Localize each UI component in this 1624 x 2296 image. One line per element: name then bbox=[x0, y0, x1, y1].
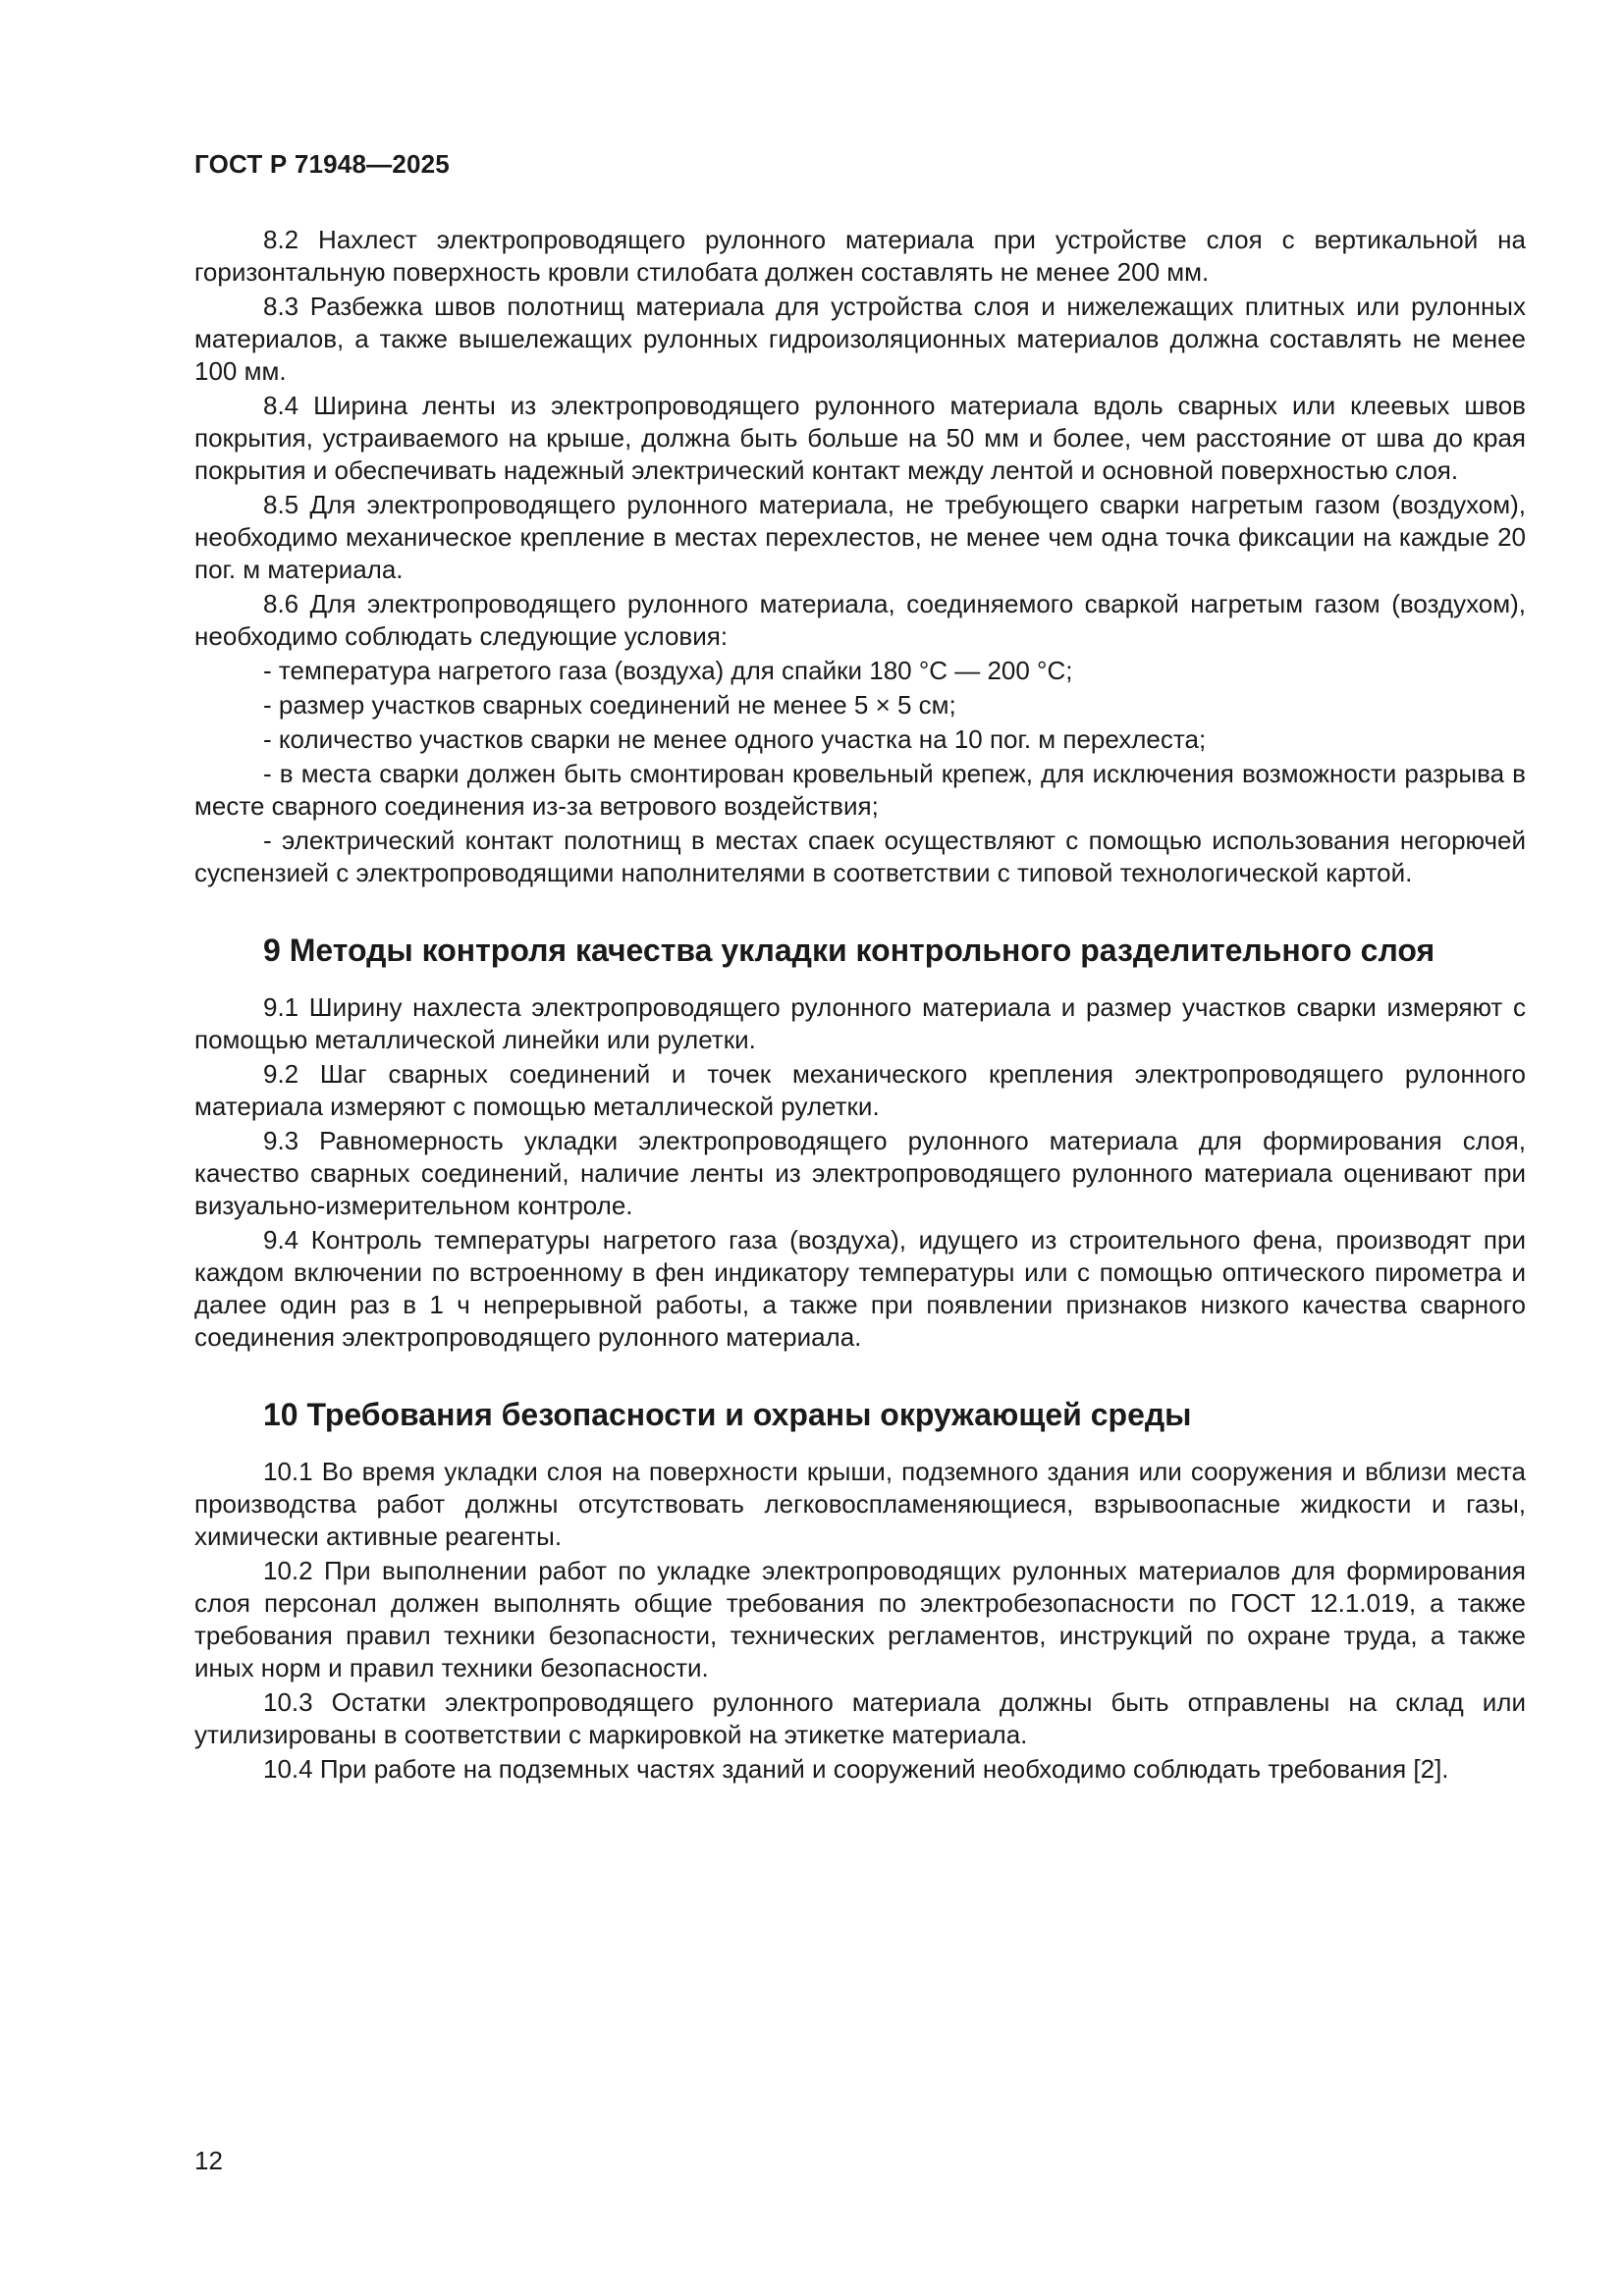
paragraph-10-1: 10.1 Во время укладки слоя на поверхности крыши, подземного здания или сооружения и вблизи места производства работ должны отсутствовать легковоспламеняющиеся, взрывоопасные жидкости и газы, химически активные реагенты. bbox=[194, 1457, 1526, 1551]
paragraph-10-2: 10.2 При выполнении работ по укладке электропроводящих рулонных материалов для формирования слоя персонал должен выполнять общие требования по электробезопасности по ГОСТ 12.1.019, а также требования правил техники безопасности, технических регламентов, инструкций по охране труда, а также иных норм и правил техники безопасности. bbox=[194, 1556, 1526, 1682]
paragraph-8-4: 8.4 Ширина ленты из электропроводящего рулонного материала вдоль сварных или клеевых швов покрытия, устраиваемого на крыше, должна быть больше на 50 мм и более, чем расстояние от шва до края покрытия и обеспечивать надежный электрический контакт между лентой и основной поверхностью слоя. bbox=[194, 391, 1526, 485]
paragraph-10-4: 10.4 При работе на подземных частях зданий и сооружений необходимо соблюдать требования [2]. bbox=[263, 1754, 1449, 1784]
paragraph-9-4: 9.4 Контроль температуры нагретого газа (воздуха), идущего из строительного фена, производят при каждом включении по встроенному в фен индикатору температуры или с помощью оптического пирометра и далее один раз в 1 ч непрерывной работы, а также при появлении признаков низкого качества сварного соединения электропроводящего рулонного материала. bbox=[194, 1225, 1526, 1352]
paragraph-8-5: 8.5 Для электропроводящего рулонного материала, не требующего сварки нагретым газом (воздухом), необходимо механическое крепление в местах перехлестов, не менее чем одна точка фиксации на каждые 20 пог. м материала. bbox=[194, 490, 1526, 584]
document-body bbox=[194, 224, 1526, 1788]
paragraph-9-1: 9.1 Ширину нахлеста электропроводящего рулонного материала и размер участков сварки измеряют с помощью металлической линейки или рулетки. bbox=[194, 992, 1526, 1054]
condition-item: - в места сварки должен быть смонтирован кровельный крепеж, для исключения возможности разрыва в месте сварного соединения из-за ветрового воздействия; bbox=[194, 759, 1526, 821]
condition-item: - размер участков сварных соединений не менее 5 × 5 см; bbox=[263, 690, 956, 720]
condition-item: - электрический контакт полотнищ в местах спаек осуществляют с помощью использования негорючей суспензией с электропроводящими наполнителями в соответствии с типовой технологической картой. bbox=[194, 826, 1526, 887]
paragraph-10-3: 10.3 Остатки электропроводящего рулонного материала должны быть отправлены на склад или утилизированы в соответствии с маркировкой на этикетке материала. bbox=[194, 1687, 1526, 1749]
paragraph-8-6: 8.6 Для электропроводящего рулонного материала, соединяемого сваркой нагретым газом (воздухом), необходимо соблюдать следующие условия: bbox=[194, 589, 1526, 651]
section-9-heading: 9 Методы контроля качества укладки контрольного разделительного слоя bbox=[263, 933, 1435, 968]
paragraph-9-3: 9.3 Равномерность укладки электропроводящего рулонного материала для формирования слоя, качество сварных соединений, наличие ленты из электропроводящего рулонного материала оценивают при визуально-измерительном контроле. bbox=[194, 1126, 1526, 1220]
paragraph-9-2: 9.2 Шаг сварных соединений и точек механического крепления электропроводящего рулонного материала измеряют с помощью металлической рулетки. bbox=[194, 1059, 1526, 1121]
paragraph-8-2: 8.2 Нахлест электропроводящего рулонного материала при устройстве слоя с вертикальной на горизонтальную поверхность кровли стилобата должен составлять не менее 200 мм. bbox=[194, 225, 1526, 287]
page-number: 12 bbox=[194, 2146, 223, 2175]
condition-item: - температура нагретого газа (воздуха) для спайки 180 °С — 200 °С; bbox=[263, 656, 1073, 685]
document-code-header: ГОСТ Р 71948—2025 bbox=[194, 149, 450, 179]
paragraph-8-3: 8.3 Разбежка швов полотнищ материала для устройства слоя и нижележащих плитных или рулонных материалов, а также вышележащих рулонных гидроизоляционных материалов должна составлять не менее 100 мм. bbox=[194, 292, 1526, 386]
condition-item: - количество участков сварки не менее одного участка на 10 пог. м перехлеста; bbox=[263, 724, 1207, 754]
section-10-heading: 10 Требования безопасности и охраны окружающей среды bbox=[263, 1397, 1192, 1432]
